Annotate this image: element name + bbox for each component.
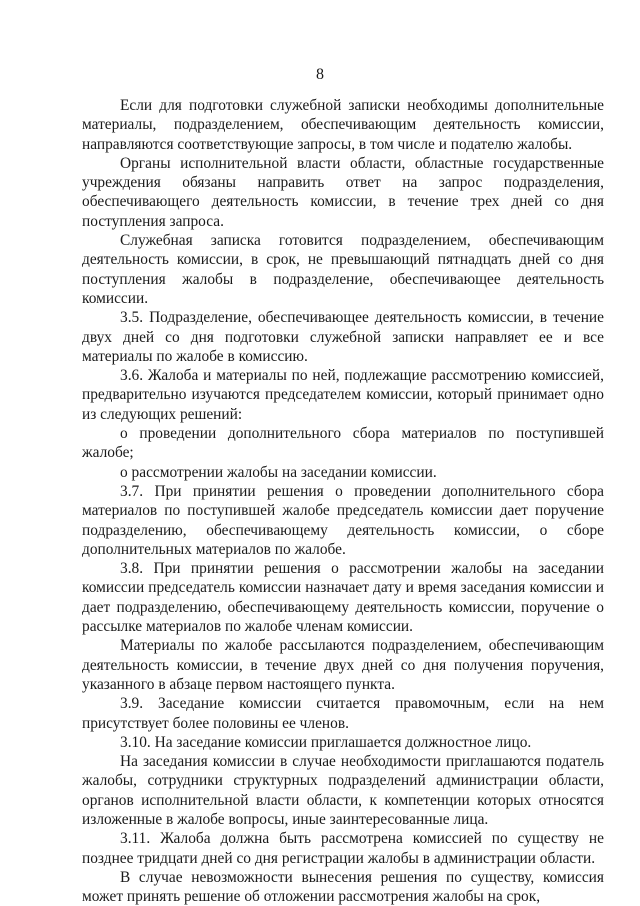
paragraph-5: 3.6. Жалоба и материалы по ней, подлежащие рассмотрению комиссией, предварительно изучаются председателем комиссии, который принимает одно из следующих решений:: [82, 367, 604, 423]
paragraph-9: 3.8. При принятии решения о рассмотрении жалобы на заседании комиссии председатель комиссии назначает дату и время заседания комиссии и дает подразделению, обеспечивающему деятельность комиссии, поручение о рассылке материалов по жалобе членам комиссии.: [82, 560, 604, 636]
paragraph-11: 3.9. Заседание комиссии считается правомочным, если на нем присутствует более половины ее членов.: [82, 695, 604, 732]
paragraph-6: о проведении дополнительного сбора материалов по поступившей жалобе;: [82, 425, 604, 462]
paragraph-8: 3.7. При принятии решения о проведении дополнительного сбора материалов по поступившей жалобе председатель комиссии дает поручение подразделению, обеспечивающему деятельность комиссии, о сборе дополнительных материалов по жалобе.: [82, 482, 604, 558]
paragraph-7: о рассмотрении жалобы на заседании комиссии.: [120, 463, 437, 481]
paragraph-14: 3.11. Жалоба должна быть рассмотрена комиссией по существу не позднее тридцати дней со дня регистрации жалобы в администрации области.: [82, 830, 604, 867]
paragraph-10: Материалы по жалобе рассылаются подразделением, обеспечивающим деятельность комиссии, в течение двух дней со дня получения поручения, указанного в абзаце первом настоящего пункта.: [82, 637, 604, 693]
paragraph-2: Органы исполнительной власти области, областные государственные учреждения обязаны направить ответ на запрос подразделения, обеспечивающего деятельность комиссии, в течение трех дней со дня поступления запроса.: [82, 154, 604, 230]
paragraph-3: Служебная записка готовится подразделением, обеспечивающим деятельность комиссии, в срок, не превышающий пятнадцать дней со дня поступления жалобы в подразделение, обеспечивающее деятельность комиссии.: [82, 232, 604, 307]
paragraph-1: Если для подготовки служебной записки необходимы дополнительные материалы, подразделением, обеспечивающим деятельность комиссии, направляются соответствующие запросы, в том числе и подателю жалобы.: [82, 97, 604, 153]
paragraph-15: В случае невозможности вынесения решения по существу, комиссия может принять решение об отложении рассмотрения жалобы на срок,: [82, 868, 604, 906]
page-number: 8: [316, 66, 324, 83]
paragraph-12: 3.10. На заседание комиссии приглашается должностное лицо.: [120, 733, 532, 751]
document-body: [82, 96, 604, 906]
paragraph-4: 3.5. Подразделение, обеспечивающее деятельность комиссии, в течение двух дней со дня подготовки служебной записки направляет ее и все материалы по жалобе в комиссию.: [82, 309, 604, 365]
paragraph-13: На заседания комиссии в случае необходимости приглашаются податель жалобы, сотрудники структурных подразделений администрации области, органов исполнительной власти области, к компетенции которых относятся изложенные в жалобе вопросы, иные заинтересованные лица.: [82, 753, 604, 828]
